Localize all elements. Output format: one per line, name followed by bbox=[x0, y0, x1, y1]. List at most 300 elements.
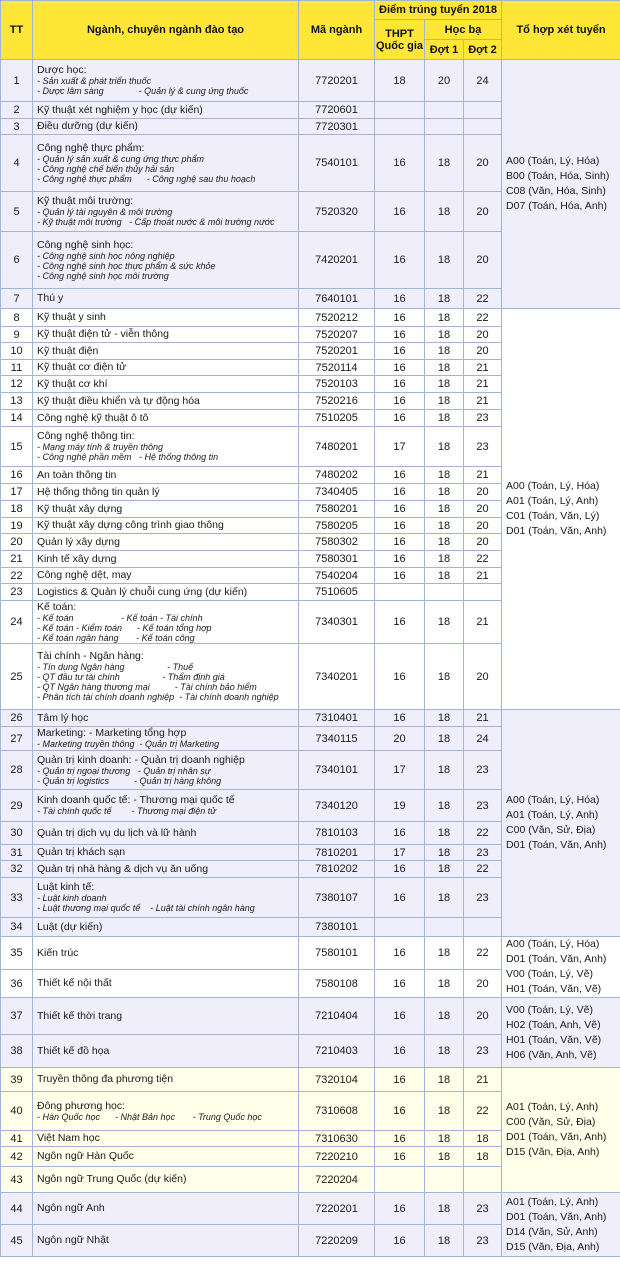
major-title: Marketing: - Marketing tổng hợp bbox=[37, 727, 187, 739]
major-title: Kinh doanh quốc tế: - Thương mại quốc tế bbox=[37, 794, 235, 806]
score-thpt: 16 bbox=[375, 501, 425, 518]
subject-combination bbox=[502, 309, 620, 710]
score-dot1: 18 bbox=[425, 135, 464, 192]
specialization: - Hàn Quốc học - Nhật Bản học - Trung Quốc học bbox=[37, 1111, 262, 1122]
major-code: 7520201 bbox=[299, 343, 375, 360]
major-title: Kỹ thuật xây dựng bbox=[37, 502, 123, 515]
score-dot1: 18 bbox=[425, 790, 464, 822]
score-dot1: 18 bbox=[425, 467, 464, 484]
score-thpt: 16 bbox=[375, 1035, 425, 1068]
score-dot1: 18 bbox=[425, 568, 464, 584]
major-name bbox=[33, 1035, 299, 1068]
row-number: 24 bbox=[1, 601, 33, 644]
combination-item: D01 (Toán, Văn, Anh) bbox=[506, 953, 607, 965]
combination-item: H01 (Toán, Văn, Vẽ) bbox=[506, 983, 602, 995]
score-thpt: 16 bbox=[375, 644, 425, 710]
major-code: 7580301 bbox=[299, 551, 375, 568]
header-dot1: Đợt 1 bbox=[425, 40, 464, 60]
score-dot2: 22 bbox=[464, 861, 502, 878]
row-number: 34 bbox=[1, 918, 33, 937]
major-code: 7510605 bbox=[299, 584, 375, 601]
row-number: 17 bbox=[1, 484, 33, 501]
row-number: 1 bbox=[1, 60, 33, 102]
subject-combination bbox=[502, 937, 620, 998]
score-thpt: 16 bbox=[375, 192, 425, 232]
score-dot1: 18 bbox=[425, 410, 464, 427]
score-thpt: 16 bbox=[375, 937, 425, 970]
score-thpt: 16 bbox=[375, 410, 425, 427]
header-score-group: Điểm trúng tuyển 2018 bbox=[375, 1, 502, 20]
major-code: 7720301 bbox=[299, 119, 375, 135]
major-code: 7580302 bbox=[299, 534, 375, 551]
score-thpt: 17 bbox=[375, 845, 425, 861]
score-dot2: 22 bbox=[464, 1092, 502, 1131]
score-dot2: 21 bbox=[464, 467, 502, 484]
score-thpt bbox=[375, 1167, 425, 1193]
major-name bbox=[33, 360, 299, 376]
score-dot2: 23 bbox=[464, 410, 502, 427]
major-title: Tài chính - Ngân hàng: bbox=[37, 650, 144, 662]
score-dot2: 23 bbox=[464, 878, 502, 918]
combination-item: A00 (Toán, Lý, Hóa) bbox=[506, 155, 600, 167]
combination-item: C00 (Văn, Sử, Địa) bbox=[506, 1116, 596, 1128]
major-code: 7580101 bbox=[299, 937, 375, 970]
score-thpt: 16 bbox=[375, 327, 425, 343]
major-code: 7420201 bbox=[299, 232, 375, 289]
score-dot2: 22 bbox=[464, 551, 502, 568]
major-name bbox=[33, 467, 299, 484]
combination-item: A01 (Toán, Lý, Anh) bbox=[506, 809, 599, 821]
major-code: 7340301 bbox=[299, 601, 375, 644]
score-thpt: 16 bbox=[375, 232, 425, 289]
major-title: Kỹ thuật xét nghiệm y học (dự kiến) bbox=[37, 103, 203, 116]
score-dot2: 24 bbox=[464, 727, 502, 751]
score-dot2: 23 bbox=[464, 1193, 502, 1225]
major-title: Việt Nam học bbox=[37, 1132, 100, 1144]
score-dot2: 20 bbox=[464, 327, 502, 343]
specialization: - Luật thương mại quốc tế - Luật tài chính ngân hàng bbox=[37, 903, 255, 913]
major-name bbox=[33, 710, 299, 727]
major-code: 7520216 bbox=[299, 393, 375, 410]
major-title: Công nghệ dệt, may bbox=[37, 569, 132, 581]
score-thpt: 16 bbox=[375, 518, 425, 534]
score-thpt: 16 bbox=[375, 343, 425, 360]
score-dot2: 21 bbox=[464, 393, 502, 410]
score-thpt: 16 bbox=[375, 1225, 425, 1257]
combination-item: A01 (Toán, Lý, Anh) bbox=[506, 1195, 599, 1208]
specialization: - Dược lâm sàng - Quản lý & cung ứng thuốc bbox=[37, 86, 249, 96]
specialization: - Công nghệ thực phẩm - Công nghệ sau thu hoạch bbox=[37, 173, 256, 184]
combination-item: B00 (Toán, Hóa, Sinh) bbox=[506, 170, 610, 182]
major-name bbox=[33, 343, 299, 360]
score-dot2: 23 bbox=[464, 845, 502, 861]
major-title: Kinh tế xây dựng bbox=[37, 552, 117, 565]
score-dot1 bbox=[425, 1167, 464, 1193]
major-title: Ngôn ngữ Nhật bbox=[37, 1234, 109, 1246]
major-title: Ngôn ngữ Hàn Quốc bbox=[37, 1150, 134, 1162]
score-dot2: 21 bbox=[464, 360, 502, 376]
score-dot1: 18 bbox=[425, 751, 464, 790]
row-number: 30 bbox=[1, 822, 33, 845]
major-title: Quản trị kinh doanh: - Quản trị doanh nghiệp bbox=[37, 753, 245, 766]
major-name bbox=[33, 1167, 299, 1193]
score-dot1: 18 bbox=[425, 1193, 464, 1225]
major-title: Quản lý xây dựng bbox=[37, 535, 120, 548]
score-thpt: 16 bbox=[375, 1193, 425, 1225]
score-dot1: 18 bbox=[425, 998, 464, 1035]
specialization: - Quản trị ngoại thương - Quản trị nhân sự bbox=[37, 765, 211, 776]
major-title: Dược học: bbox=[37, 64, 87, 76]
score-dot2: 21 bbox=[464, 710, 502, 727]
row-number: 40 bbox=[1, 1092, 33, 1131]
specialization: - Quản lý sản xuất & cung ứng thực phẩm bbox=[37, 153, 204, 164]
major-name bbox=[33, 393, 299, 410]
row-number: 18 bbox=[1, 501, 33, 518]
row-number: 32 bbox=[1, 861, 33, 878]
score-dot2: 22 bbox=[464, 937, 502, 970]
table-row bbox=[1, 60, 620, 102]
major-code: 7340201 bbox=[299, 644, 375, 710]
row-number: 3 bbox=[1, 119, 33, 135]
score-dot1: 18 bbox=[425, 484, 464, 501]
row-number: 29 bbox=[1, 790, 33, 822]
combination-item: C08 (Văn, Hóa, Sinh) bbox=[506, 185, 606, 197]
major-name bbox=[33, 998, 299, 1035]
score-thpt: 16 bbox=[375, 878, 425, 918]
row-number: 25 bbox=[1, 644, 33, 710]
major-name bbox=[33, 192, 299, 232]
major-name bbox=[33, 232, 299, 289]
major-name bbox=[33, 790, 299, 822]
score-dot2: 20 bbox=[464, 501, 502, 518]
major-name bbox=[33, 1225, 299, 1257]
major-title: Quản trị khách sạn bbox=[37, 846, 126, 858]
score-dot2: 23 bbox=[464, 1035, 502, 1068]
score-dot2: 23 bbox=[464, 427, 502, 467]
specialization: - Công nghệ phần mềm - Hệ thống thông tin bbox=[37, 452, 219, 462]
major-code: 7480202 bbox=[299, 467, 375, 484]
table-row bbox=[1, 1068, 620, 1092]
major-code: 7320104 bbox=[299, 1068, 375, 1092]
header-thpt-line1: THPT bbox=[385, 27, 414, 40]
major-title: Kỹ thuật xây dựng công trình giao thông bbox=[37, 519, 224, 531]
header-thpt bbox=[375, 20, 425, 60]
header-tt: TT bbox=[1, 1, 33, 60]
score-thpt: 16 bbox=[375, 861, 425, 878]
major-title: Đông phương học: bbox=[37, 1099, 126, 1112]
table-row bbox=[1, 998, 620, 1035]
row-number: 36 bbox=[1, 970, 33, 998]
score-thpt: 16 bbox=[375, 1147, 425, 1167]
row-number: 10 bbox=[1, 343, 33, 360]
score-dot2: 21 bbox=[464, 568, 502, 584]
combination-item: A00 (Toán, Lý, Hóa) bbox=[506, 938, 600, 950]
score-dot2: 21 bbox=[464, 1068, 502, 1092]
specialization: - Mạng máy tính & truyền thông bbox=[37, 442, 164, 452]
specialization: - Kế toán - Kế toán - Tài chính bbox=[37, 612, 203, 623]
major-code: 7210404 bbox=[299, 998, 375, 1035]
score-dot2: 24 bbox=[464, 60, 502, 102]
score-thpt: 16 bbox=[375, 135, 425, 192]
major-code: 7540204 bbox=[299, 568, 375, 584]
score-dot1: 18 bbox=[425, 861, 464, 878]
major-code: 7580201 bbox=[299, 501, 375, 518]
major-name bbox=[33, 1068, 299, 1092]
major-code: 7720601 bbox=[299, 102, 375, 119]
major-name bbox=[33, 135, 299, 192]
major-title: Kỹ thuật môi trường: bbox=[37, 195, 134, 207]
specialization: - Tài chính quốc tế - Thương mại điện tử bbox=[37, 806, 216, 816]
major-title: Kỹ thuật cơ điện tử bbox=[37, 361, 127, 373]
major-title: Thú y bbox=[37, 292, 64, 304]
score-dot2: 23 bbox=[464, 790, 502, 822]
score-thpt: 16 bbox=[375, 309, 425, 327]
score-dot1: 18 bbox=[425, 232, 464, 289]
score-dot2: 18 bbox=[464, 1147, 502, 1167]
combination-item: H02 (Toán, Anh, Vẽ) bbox=[506, 1018, 601, 1031]
score-dot2 bbox=[464, 102, 502, 119]
header-hocba: Học bạ bbox=[425, 20, 502, 40]
major-name bbox=[33, 410, 299, 427]
subject-combination bbox=[502, 60, 620, 309]
major-code: 7310608 bbox=[299, 1092, 375, 1131]
specialization: - Luật kinh doanh bbox=[37, 893, 107, 903]
major-name bbox=[33, 861, 299, 878]
score-dot1: 18 bbox=[425, 393, 464, 410]
score-dot1 bbox=[425, 102, 464, 119]
major-title: Công nghệ kỹ thuật ô tô bbox=[37, 411, 149, 424]
specialization: - Marketing truyền thông - Quản trị Marketing bbox=[37, 739, 220, 749]
specialization: - Kỹ thuật môi trường - Cấp thoát nước & môi trường nước bbox=[37, 217, 275, 227]
row-number: 13 bbox=[1, 393, 33, 410]
major-code: 7220201 bbox=[299, 1193, 375, 1225]
major-code: 7220210 bbox=[299, 1147, 375, 1167]
major-name bbox=[33, 970, 299, 998]
major-name bbox=[33, 501, 299, 518]
major-title: Quản trị nhà hàng & dịch vụ ăn uống bbox=[37, 862, 209, 875]
score-thpt: 20 bbox=[375, 727, 425, 751]
major-code: 7540101 bbox=[299, 135, 375, 192]
major-code: 7720201 bbox=[299, 60, 375, 102]
score-dot1: 18 bbox=[425, 343, 464, 360]
score-dot1: 18 bbox=[425, 1131, 464, 1147]
subject-combination bbox=[502, 1193, 620, 1257]
major-name bbox=[33, 751, 299, 790]
major-name bbox=[33, 845, 299, 861]
table-row bbox=[1, 1193, 620, 1225]
major-name bbox=[33, 937, 299, 970]
score-dot2: 22 bbox=[464, 822, 502, 845]
subject-combination bbox=[502, 1068, 620, 1193]
score-dot1 bbox=[425, 918, 464, 937]
combination-item: D14 (Văn, Sử, Anh) bbox=[506, 1225, 598, 1238]
major-name bbox=[33, 1147, 299, 1167]
score-dot2: 21 bbox=[464, 376, 502, 393]
score-dot1: 18 bbox=[425, 1092, 464, 1131]
score-dot2: 18 bbox=[464, 1131, 502, 1147]
specialization: - QT đầu tư tài chính - Thẩm định giá bbox=[37, 672, 225, 682]
score-thpt bbox=[375, 102, 425, 119]
combination-item: A00 (Toán, Lý, Hóa) bbox=[506, 480, 600, 492]
major-name bbox=[33, 1193, 299, 1225]
row-number: 11 bbox=[1, 360, 33, 376]
specialization: - Công nghệ sinh học thực phẩm & sức khỏe bbox=[37, 260, 216, 271]
row-number: 33 bbox=[1, 878, 33, 918]
major-code: 7520114 bbox=[299, 360, 375, 376]
combination-item: D07 (Toán, Hóa, Anh) bbox=[506, 200, 607, 212]
score-dot2: 20 bbox=[464, 192, 502, 232]
major-code: 7220204 bbox=[299, 1167, 375, 1193]
row-number: 21 bbox=[1, 551, 33, 568]
major-title: Thiết kế nội thất bbox=[37, 977, 112, 989]
specialization: - Tín dụng Ngân hàng - Thuế bbox=[37, 662, 194, 672]
score-thpt: 16 bbox=[375, 467, 425, 484]
major-name bbox=[33, 727, 299, 751]
score-thpt: 19 bbox=[375, 790, 425, 822]
major-name bbox=[33, 1092, 299, 1131]
major-code: 7520320 bbox=[299, 192, 375, 232]
specialization: - Quản lý tài nguyên & môi trường bbox=[37, 207, 173, 217]
major-name bbox=[33, 427, 299, 467]
score-thpt: 16 bbox=[375, 484, 425, 501]
score-dot1: 18 bbox=[425, 376, 464, 393]
score-dot1: 18 bbox=[425, 192, 464, 232]
major-code: 7480201 bbox=[299, 427, 375, 467]
major-name bbox=[33, 918, 299, 937]
score-dot2 bbox=[464, 918, 502, 937]
score-dot2: 20 bbox=[464, 135, 502, 192]
score-dot2: 20 bbox=[464, 644, 502, 710]
score-thpt bbox=[375, 918, 425, 937]
score-dot2: 20 bbox=[464, 232, 502, 289]
score-dot1: 18 bbox=[425, 534, 464, 551]
score-dot1: 18 bbox=[425, 601, 464, 644]
header-combo: Tổ hợp xét tuyển bbox=[502, 1, 620, 60]
score-dot2: 20 bbox=[464, 484, 502, 501]
row-number: 16 bbox=[1, 467, 33, 484]
score-thpt: 16 bbox=[375, 601, 425, 644]
score-thpt: 16 bbox=[375, 998, 425, 1035]
major-code: 7640101 bbox=[299, 289, 375, 309]
major-name bbox=[33, 644, 299, 710]
major-title: Truyền thông đa phương tiện bbox=[37, 1073, 174, 1085]
row-number: 39 bbox=[1, 1068, 33, 1092]
major-title: Ngôn ngữ Anh bbox=[37, 1202, 105, 1214]
row-number: 19 bbox=[1, 518, 33, 534]
score-dot1: 18 bbox=[425, 1035, 464, 1068]
score-thpt: 16 bbox=[375, 1092, 425, 1131]
major-code: 7520207 bbox=[299, 327, 375, 343]
combination-item: C01 (Toán, Văn, Lý) bbox=[506, 510, 600, 522]
specialization: - Phân tích tài chính doanh nghiệp - Tài chính doanh nghiệp bbox=[37, 692, 279, 702]
score-thpt bbox=[375, 584, 425, 601]
specialization: - Công nghệ chế biến thủy hải sản bbox=[37, 163, 175, 174]
score-dot1: 18 bbox=[425, 970, 464, 998]
score-thpt bbox=[375, 119, 425, 135]
score-dot2: 23 bbox=[464, 1225, 502, 1257]
combination-item: V00 (Toán, Lý, Vẽ) bbox=[506, 968, 593, 980]
combination-item: D01 (Toán, Văn, Anh) bbox=[506, 525, 607, 537]
score-dot1 bbox=[425, 584, 464, 601]
major-title: Kiến trúc bbox=[37, 946, 79, 959]
major-name bbox=[33, 60, 299, 102]
combination-item: H06 (Văn, Anh, Vẽ) bbox=[506, 1048, 597, 1061]
score-dot1: 18 bbox=[425, 644, 464, 710]
major-title: Công nghệ thông tin: bbox=[37, 430, 135, 442]
major-title: Hệ thống thông tin quản lý bbox=[37, 485, 160, 498]
score-dot2: 22 bbox=[464, 309, 502, 327]
row-number: 23 bbox=[1, 584, 33, 601]
row-number: 37 bbox=[1, 998, 33, 1035]
major-name bbox=[33, 822, 299, 845]
specialization: - Công nghệ sinh học nông nghiệp bbox=[37, 250, 175, 261]
combination-item: D01 (Toán, Văn, Anh) bbox=[506, 839, 607, 851]
score-dot1: 18 bbox=[425, 1147, 464, 1167]
major-name bbox=[33, 568, 299, 584]
row-number: 41 bbox=[1, 1131, 33, 1147]
major-title: Thiết kế đồ họa bbox=[37, 1044, 110, 1057]
score-dot2: 20 bbox=[464, 518, 502, 534]
specialization: - Công nghệ sinh học môi trường bbox=[37, 270, 169, 281]
row-number: 26 bbox=[1, 710, 33, 727]
score-dot2: 20 bbox=[464, 343, 502, 360]
score-thpt: 16 bbox=[375, 710, 425, 727]
row-number: 6 bbox=[1, 232, 33, 289]
major-title: Công nghệ sinh học: bbox=[37, 238, 134, 251]
score-dot1: 18 bbox=[425, 360, 464, 376]
row-number: 31 bbox=[1, 845, 33, 861]
row-number: 22 bbox=[1, 568, 33, 584]
major-title: Kỹ thuật cơ khí bbox=[37, 377, 108, 390]
row-number: 2 bbox=[1, 102, 33, 119]
score-dot1: 18 bbox=[425, 309, 464, 327]
major-name bbox=[33, 119, 299, 135]
score-thpt: 16 bbox=[375, 393, 425, 410]
major-code: 7520212 bbox=[299, 309, 375, 327]
score-dot2: 20 bbox=[464, 998, 502, 1035]
score-dot1: 18 bbox=[425, 878, 464, 918]
major-code: 7810202 bbox=[299, 861, 375, 878]
major-code: 7510205 bbox=[299, 410, 375, 427]
score-thpt: 16 bbox=[375, 534, 425, 551]
major-title: Kỹ thuật điều khiển và tự động hóa bbox=[37, 394, 200, 407]
score-thpt: 16 bbox=[375, 822, 425, 845]
major-code: 7210403 bbox=[299, 1035, 375, 1068]
row-number: 8 bbox=[1, 309, 33, 327]
major-code: 7580205 bbox=[299, 518, 375, 534]
score-thpt: 16 bbox=[375, 1131, 425, 1147]
header-dot2: Đợt 2 bbox=[464, 40, 502, 60]
major-name bbox=[33, 551, 299, 568]
score-dot1: 18 bbox=[425, 501, 464, 518]
row-number: 9 bbox=[1, 327, 33, 343]
row-number: 15 bbox=[1, 427, 33, 467]
score-thpt: 17 bbox=[375, 751, 425, 790]
major-title: Kế toán: bbox=[37, 600, 77, 613]
row-number: 38 bbox=[1, 1035, 33, 1068]
score-thpt: 16 bbox=[375, 568, 425, 584]
major-name bbox=[33, 289, 299, 309]
major-title: Điều dưỡng (dự kiến) bbox=[37, 120, 138, 132]
major-title: Kỹ thuật điện bbox=[37, 344, 99, 357]
score-thpt: 16 bbox=[375, 1068, 425, 1092]
major-code: 7310401 bbox=[299, 710, 375, 727]
major-code: 7380101 bbox=[299, 918, 375, 937]
major-code: 7340405 bbox=[299, 484, 375, 501]
major-code: 7810201 bbox=[299, 845, 375, 861]
score-dot1: 18 bbox=[425, 727, 464, 751]
score-dot1: 18 bbox=[425, 710, 464, 727]
